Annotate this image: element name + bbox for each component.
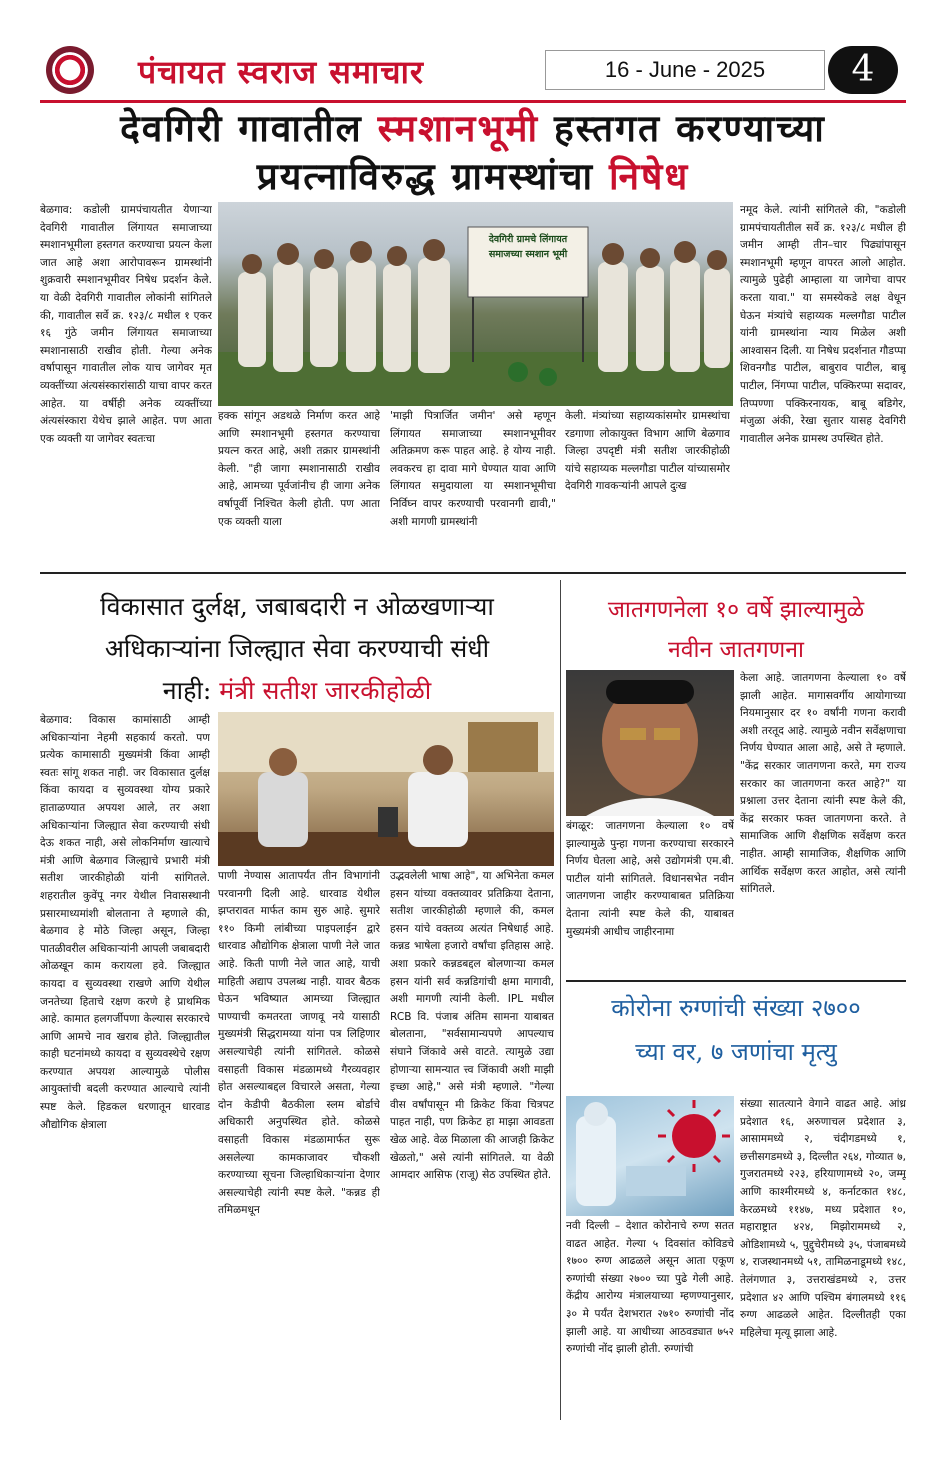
- story1-headline-line2: [40, 152, 906, 200]
- story2-headline-line1: विकासात दुर्लक्ष, जबाबदारी न ओळखणाऱ्या: [100, 592, 494, 621]
- page-number: 4: [828, 46, 898, 94]
- story1-headline-line1: [40, 104, 906, 152]
- story2-press-photo: [218, 712, 554, 866]
- story1-headline-highlight: स्मशानभूमी: [377, 106, 540, 150]
- story4-headline-line2: च्या वर, ७ जणांचा मृत्यु: [635, 1038, 837, 1066]
- section-divider-1: [40, 572, 906, 574]
- story2-headline: [40, 586, 554, 712]
- story1-column-5: नमूद केले. त्यांनी सांगितले की, "कडोली ग्रामपंचायतीतील सर्वे क्र. १२३/८ मधील ही जमीन आम्ही तीन–चार पिढ्यांपासून स्मशानभूमी म्हणून वापरत आलो आहोत. त्यामुळे पुढेही आम्हाला या जागेचा वापर करता यावा." या समस्येकडे लक्ष वेधून घेऊन मंत्र्यांचे सहाय्यक मल्लगौडा पाटील यांनी ग्रामस्थांना न्याय मिळेल अशी आश्वासन दिली. या निषेध प्रदर्शनात गौडप्पा शिवनगौड पाटील, बाबुराव पाटील, बाबू पाटील, निंगप्पा पाटील, पक्किरप्पा सदावर, तिप्पण्णा पक्किरनायक, बाबू बडिगेर, मंजुळा अंकी, रेखा सुतार यासह देवगिरी गावातील अनेक ग्रामस्थ उपस्थित होते.: [740, 204, 906, 445]
- masthead: [40, 44, 906, 98]
- story1-headline-text: देवगिरी गावातील: [120, 106, 378, 150]
- story1-headline-text3: प्रयत्नाविरुद्ध ग्रामस्थांचा: [256, 154, 609, 198]
- story1-headline: [40, 104, 906, 200]
- story2-headline-line2: अधिकाऱ्यांना जिल्ह्यात सेवा करण्याची संधी: [104, 634, 490, 663]
- story1-column-4: केली. मंत्र्यांच्या सहाय्यकांसमोर ग्रामस्थांचा रडगाणा लोकायुक्त विभाग आणि बेळगाव जिल्हा उपदृष्टी मंत्री सतीश जारकीहोळी यांचे सहाय्यक मल्लगौडा पाटील यांच्यासमोर देवगिरी गावकऱ्यांनी आपले दुःख: [565, 410, 730, 493]
- press-meet-illustration: [218, 712, 554, 866]
- story3-headline-line1: जातगणनेला १० वर्षे झाल्यामुळे: [607, 597, 865, 623]
- story2-headline-line3: [40, 670, 554, 712]
- story4-column-2: संख्या सातत्याने वेगाने वाढत आहे. आंध्र प्रदेशात १६, अरुणाचल प्रदेशात ३, आसाममध्ये २, चंदीगडमध्ये १, छत्तीसगडमध्ये ३, दिल्लीत २६४, गोव्यात ७, गुजरातमध्ये २२३, हरियाणामध्ये २०, जम्मू आणि काश्मीरमध्ये ४, कर्नाटकात १४८, केरळमध्ये ११४७, मध्य प्रदेशात १०, महाराष्ट्रात ४२४, मिझोराममध्ये २, ओडिशामध्ये ५, पुद्दुचेरीमध्ये ३५, पंजाबमध्ये ४, राजस्थानमध्ये ५१, तामिळनाडूमध्ये १४८, तेलंगणात ३, उत्तराखंडमध्ये २, उत्तर प्रदेशात ४२ आणि पश्चिम बंगालमध्ये ११६ रुग्ण आढळले आहेत. दिल्लीतही एका महिलेचा मृत्यू झाला आहे.: [740, 1098, 906, 1339]
- story1-protest-photo: [218, 202, 733, 406]
- story1-headline-text2: हस्तगत करण्याच्या: [539, 106, 826, 150]
- issue-date: 16 - June - 2025: [545, 50, 825, 90]
- story1-column-2: हक्क सांगून अडथळे निर्माण करत आहे आणि स्मशानभूमी हस्तगत करण्याचा प्रयत्न करत आहे, अशी तक्रार ग्रामस्थांनी केली. "ही जागा स्मशानासाठी राखीव आहे, आमच्या पूर्वजांनीच ही जागा अनेक वर्षापूर्वी निश्चित केली होती. पण आता एक व्यक्ती याला: [218, 410, 380, 528]
- story3-headline: [566, 590, 906, 670]
- story2-headline-text: नाही:: [162, 676, 220, 705]
- covid-virus-illustration: [566, 1096, 734, 1216]
- masthead-rule: [40, 100, 906, 103]
- story4-headline: [566, 986, 906, 1074]
- portrait-illustration: [566, 670, 734, 816]
- story2-column-1: बेळगाव: विकास कामांसाठी आम्ही अधिकाऱ्यांना नेहमी सहकार्य करतो. पण प्रत्येक कामासाठी मुख्यमंत्री किंवा आम्ही स्वतः सांगू शकत नाही. जर विकासात दुर्लक्ष किंवा कायदा व सुव्यवस्था योग्य प्रकारे हाताळण्यात अपयश आले, तर अशा अधिकाऱ्यांना जिल्ह्यात सेवा करण्याची संधी देऊ शकत नाही, असे लोकनिर्माण खात्याचे मंत्री आणि बेळगाव जिल्ह्याचे प्रभारी मंत्री सतीश जारकीहोळी यांनी सांगितले. शहरातील कुवेंपू नगर येथील निवासस्थानी प्रसारमाध्यमांशी बोलताना ते म्हणाले की, बेळगाव हे मोठे जिल्हा असून, जिल्हा पातळीवरील अधिकाऱ्यांनी आपली जबाबदारी ओळखून काम करायला हवे. जिल्ह्यात कायदा व सुव्यवस्था राखणे आणि येथील जनतेच्या हिताचे रक्षण करणे हे प्राथमिक आहे. कामात हलगर्जीपणा केल्यास सरकारचे आणि आमचे नाव खराब होते. जिल्ह्यातील काही घटनांमध्ये कायदा व सुव्यवस्थेचे रक्षण करण्यात अपयश आल्यामुळे पोलीस आयुक्तांची बदली करण्यात आल्याचे त्यांनी स्पष्ट केले. हिडकल धरणातून धारवाड औद्योगिक क्षेत्राला: [40, 714, 210, 1131]
- story3-column-2: केला आहे. जातगणना केल्याला १० वर्षे झाली आहेत. मागासवर्गीय आयोगाच्या नियमानुसार दर १० वर्षांनी गणना करावी अशी तरतूद आहे. त्यामुळे नवीन सर्वेक्षणाचा निर्णय घेण्यात आला आहे, असे ते म्हणाले. "केंद्र सरकार जातगणना करते, मग राज्य सरकार का जातगणना करत आहे?" या प्रश्नाला उत्तर देताना त्यांनी स्पष्ट केले की, केंद्र सरकार फक्त जातगणना करते. ते सामाजिक आणि शैक्षणिक सर्वेक्षण करत नाहीत. आम्ही सामाजिक, शैक्षणिक आणि आर्थिक सर्वेक्षण करत आहोत, असे त्यांनी सांगितले.: [740, 672, 906, 896]
- story3-portrait-photo: [566, 670, 734, 816]
- story4-covid-photo: [566, 1096, 734, 1216]
- protest-banner-text: देवगिरी ग्रामचे लिंगायत समाजच्या स्मशान भूमी: [488, 234, 568, 260]
- story3-headline-line2: नवीन जातगणना: [667, 637, 805, 663]
- story4-column-1: नवी दिल्ली – देशात कोरोनाचे रुग्ण सतत वाढत आहेत. गेल्या ५ दिवसांत कोविडचे १७०० रुग्ण आढळले असून आता एकूण रुग्णांची संख्या २७०० च्या पुढे गेली आहे. केंद्रीय आरोग्य मंत्रालयाच्या म्हणण्यानुसार, ३० मे पर्यंत देशभरात २७१० रुग्णांची नोंद झाली आहे. या आधीच्या आठवड्यात ७५२ रुग्णांची नोंद झाली होती. रुग्णांची: [566, 1220, 734, 1356]
- story1-column-3: 'माझी पित्रार्जित जमीन' असे म्हणून लिंगायत समाजाच्या स्मशानभूमीवर अतिक्रमण करू पाहत आहे. हे योग्य नाही. लवकरच हा दावा मागे घेण्यात यावा आणि लिंगायत समुदायाला या स्मशानभूमीचा निर्विघ्न वापर करण्याची परवानगी द्यावी," अशी मागणी ग्रामस्थांनी: [390, 410, 556, 528]
- logo-icon: [46, 46, 94, 94]
- story2-column-2: पाणी नेण्यास आतापर्यंत तीन विभागांनी परवानगी दिली आहे. धारवाड येथील झप्तरावत मार्फत काम सुरु आहे. सुमारे ११० किमी लांबीच्या पाइपलाईन द्वारे धारवाड औद्योगिक क्षेत्राला पाणी नेले जात आहे. किती पाणी नेले जात आहे, याची माहिती अद्याप उपलब्ध नाही. यावर बैठक घेऊन भविष्यात आमच्या जिल्ह्यात पाण्याची कमतरता जाणवू नये यासाठी मुख्यमंत्री सिद्धरामय्या यांना पत्र लिहिणार असल्याचेही त्यांनी सांगितले. कोळसे वसाहती विकास मंडळामध्ये गैरव्यवहार होत असल्याबद्दल विचारले असता, गेल्या दोन केडीपी बैठकीला स्लम बोर्डाचे अधिकारी अनुपस्थित होते. कोळसे वसाहती विकास मंडळामार्फत सुरू असलेल्या कामकाजावर चौकशी करण्याच्या सूचना जिल्हाधिकाऱ्यांना देणार असल्याचेही त्यांनी स्पष्ट केले. "कन्नड ही तमिळमधून: [218, 870, 380, 1217]
- story2-column-3: उद्भवलेली भाषा आहे", या अभिनेता कमल हसन यांच्या वक्तव्यावर प्रतिक्रिया देताना, सतीश जारकीहोळी म्हणाले की, कमल हसन यांचे वक्तव्य अत्यंत निषेधार्ह आहे. कन्नड भाषेला हजारो वर्षांचा इतिहास आहे. अशा प्रकारे कन्नडबद्दल बोलणाऱ्या कमल हसन यांनी सर्व कन्नडिगांची क्षमा मागावी, अशी मागणी त्यांनी केली. IPL मधील RCB वि. पंजाब अंतिम सामना याबाबत बोलताना, "सर्वसामान्यपणे आपल्याच संघाने जिंकावे असे वाटते. त्यामुळे उद्या होणाऱ्या सामन्यात त्त्व जिंकावी अशी माझी इच्छा आहे," असे मंत्री म्हणाले. "गेल्या वीस वर्षांपासून मी क्रिकेट किंवा चित्रपट पाहत नाही, पण क्रिकेट हा माझा आवडता खेळ आहे. वेळ मिळाला की आजही क्रिकेट खेळतो," असे त्यांनी सांगितले. या वेळी आमदार आसिफ (राजू) सेठ उपस्थित होते.: [390, 870, 554, 1182]
- column-divider-vertical: [560, 580, 561, 1420]
- story2-headline-highlight: मंत्री सतीश जारकीहोळी: [219, 676, 432, 705]
- story1-column-1: बेळगाव: कडोली ग्रामपंचायतीत येणाऱ्या देवगिरी गावातील लिंगायत समाजाच्या स्मशानभूमीला हस्तगत करण्याचा प्रयत्न केला जात आहे अशा आरोपावरून ग्रामस्थांनी शुक्रवारी स्मशानभूमीवर निषेध प्रदर्शन केले. या वेळी देवगिरी गावातील लोकांनी सांगितले की, गावातील सर्वे क्र. १२३/८ मधील १ एकर १६ गुंठे जमीन लिंगायत समाजाच्या स्मशानासाठी राखीव होती. गेल्या अनेक वर्षापासून गावातील लोक याच जागेवर मृत व्यक्तींच्या अंत्यसंस्कारांसाठी याचा वापर करत आहेत. या वर्षीही अनेक व्यक्तींच्या अंत्यसंस्कारा येथेच झाले आहेत. पण आता एक व्यक्ती या जागेवर स्वतःचा: [40, 204, 212, 445]
- story1-headline-highlight2: निषेध: [608, 154, 690, 198]
- newspaper-title: पंचायत स्वराज समाचार: [138, 53, 424, 91]
- story4-headline-line1: कोरोना रुग्णांची संख्या २७००: [611, 994, 861, 1022]
- section-divider-2: [566, 980, 906, 982]
- story3-column-1: बंगळूर: जातगणना केल्याला १० वर्षे झाल्यामुळे पुन्हा गणना करण्याचा सरकारने निर्णय घेतला आहे, असे उद्योगमंत्री एम.बी. पाटील यांनी सांगितले. विधानसभेत नवीन जातगणना जाहीर करण्याबाबत प्रतिक्रिया देताना त्यांनी स्पष्ट केले की, याबाबत मुख्यमंत्री आधीच जाहीरनामा: [566, 820, 734, 938]
